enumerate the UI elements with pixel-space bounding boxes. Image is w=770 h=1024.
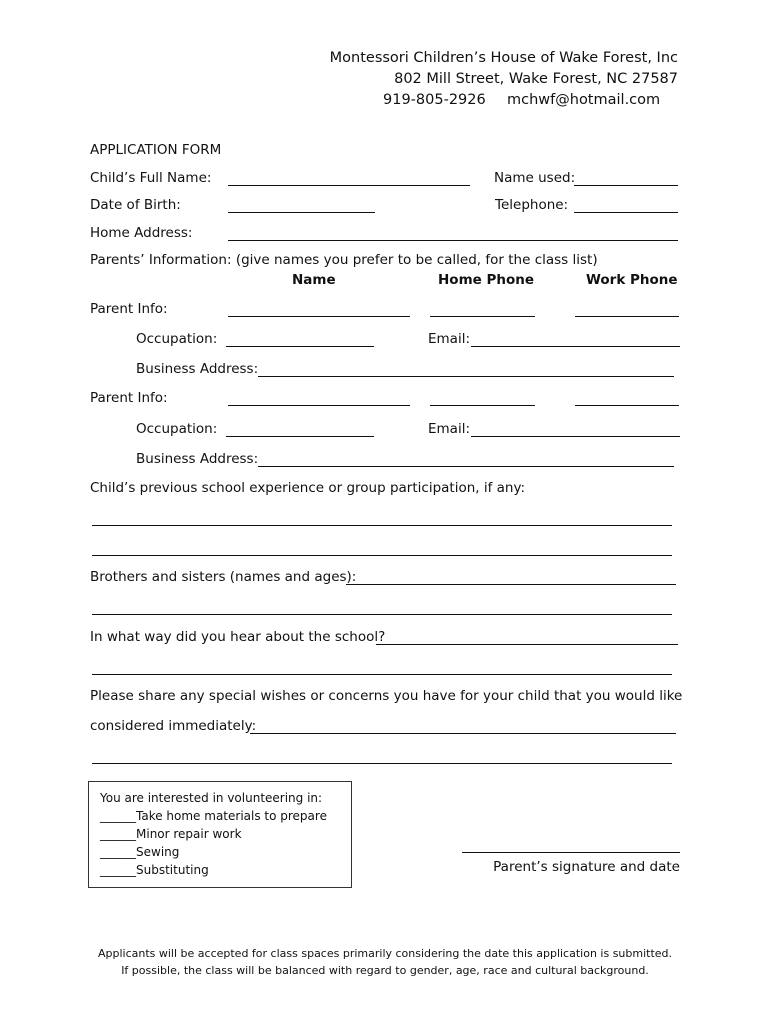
parent2-business-address-field[interactable] [258,466,674,467]
hear-about-field-2[interactable] [92,674,672,675]
parent2-occupation-field[interactable] [226,436,374,437]
name-used-label: Name used: [494,170,576,186]
siblings-field-1[interactable] [346,584,676,585]
parent1-home-phone-field[interactable] [430,316,535,317]
org-address: 802 Mill Street, Wake Forest, NC 27587 [394,71,678,87]
business-address-label-2: Business Address: [136,451,259,467]
parent1-work-phone-field[interactable] [575,316,679,317]
telephone-label: Telephone: [495,197,569,213]
previous-school-field-2[interactable] [92,555,672,556]
home-address-label: Home Address: [90,225,193,241]
parent2-home-phone-field[interactable] [430,405,535,406]
col-home-phone-header: Home Phone [438,272,535,288]
footer-line-1: Applicants will be accepted for class spaces primarily considering the date this application is submitted. [97,947,673,960]
volunteer-heading: You are interested in volunteering in: [100,791,323,805]
parent1-business-address-field[interactable] [258,376,674,377]
email-label-2: Email: [428,421,471,437]
org-phone: 919-805-2926 [383,92,486,108]
name-used-field[interactable] [574,185,678,186]
parent1-name-field[interactable] [228,316,410,317]
parent2-email-field[interactable] [471,436,680,437]
parents-info-heading: Parents’ Information: (give names you prefer to be called, for the class list) [90,252,598,268]
previous-school-label: Child’s previous school experience or group participation, if any: [90,480,526,496]
parent2-work-phone-field[interactable] [575,405,679,406]
occupation-label-2: Occupation: [136,421,218,437]
parent-info-label-2: Parent Info: [90,390,168,406]
occupation-label-1: Occupation: [136,331,218,347]
col-name-header: Name [292,272,336,288]
volunteer-item-take-home[interactable]: ______Take home materials to prepare [100,809,327,823]
col-work-phone-header: Work Phone [586,272,678,288]
parent-info-label-1: Parent Info: [90,301,168,317]
parent1-occupation-field[interactable] [226,346,374,347]
special-wishes-label-1: Please share any special wishes or concerns you have for your child that you would like [90,688,683,704]
volunteer-item-sewing[interactable]: ______Sewing [100,845,180,859]
date-of-birth-field[interactable] [228,212,375,213]
business-address-label-1: Business Address: [136,361,259,377]
volunteer-item-minor-repair[interactable]: ______Minor repair work [100,827,242,841]
signature-field[interactable] [462,852,680,853]
previous-school-field-1[interactable] [92,525,672,526]
date-of-birth-label: Date of Birth: [90,197,181,213]
volunteer-box [88,781,352,888]
siblings-label: Brothers and sisters (names and ages): [90,569,357,585]
form-title: APPLICATION FORM [90,142,222,158]
special-wishes-field-2[interactable] [92,763,672,764]
special-wishes-label-2: considered immediately: [90,718,257,734]
signature-label: Parent’s signature and date [493,859,680,875]
childs-full-name-label: Child’s Full Name: [90,170,212,186]
special-wishes-field-1[interactable] [250,733,676,734]
hear-about-label: In what way did you hear about the school? [90,629,386,645]
parent2-name-field[interactable] [228,405,410,406]
org-email: mchwf@hotmail.com [507,92,661,108]
siblings-field-2[interactable] [92,614,672,615]
childs-full-name-field[interactable] [228,185,470,186]
volunteer-item-substituting[interactable]: ______Substituting [100,863,209,877]
hear-about-field-1[interactable] [376,644,678,645]
email-label-1: Email: [428,331,471,347]
telephone-field[interactable] [574,212,678,213]
parent1-email-field[interactable] [471,346,680,347]
org-name: Montessori Children’s House of Wake Forest, Inc [329,50,678,66]
footer-line-2: If possible, the class will be balanced with regard to gender, age, race and cultural background. [121,964,649,977]
home-address-field[interactable] [228,240,678,241]
